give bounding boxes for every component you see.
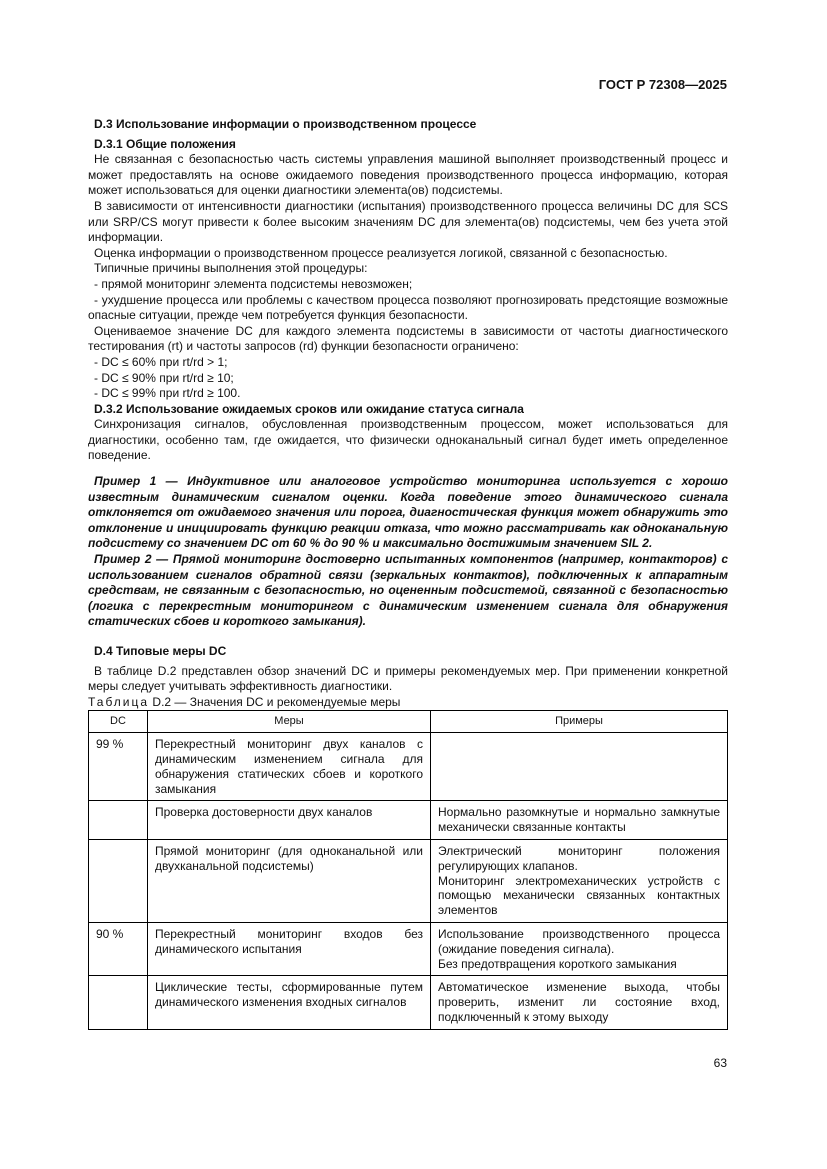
dc-table	[88, 710, 728, 1029]
table-caption-text: D.2 — Значения DC и рекомендуемые меры	[149, 694, 401, 709]
document-code: ГОСТ Р 72308—2025	[598, 77, 727, 92]
cell-measure: Циклические тесты, сформированные путем динамического изменения входных сигналов	[148, 976, 431, 1029]
cell-dc: 90 %	[89, 922, 148, 975]
document-body	[88, 117, 728, 1030]
list-item: - DC ≤ 99% при rt/rd ≥ 100.	[94, 386, 241, 401]
cell-example-line: Мониторинг электромеханических устройств с помощью механически связанных контактных элементов	[438, 873, 720, 918]
paragraph: Типичные причины выполнения этой процедуры:	[94, 261, 368, 276]
page-number: 63	[713, 1056, 727, 1070]
cell-measure: Проверка достоверности двух каналов	[148, 801, 431, 840]
table-caption-label: Таблица	[88, 694, 150, 709]
cell-dc: 99 %	[89, 733, 148, 801]
section-title-d3: D.3 Использование информации о производственном процессе	[94, 117, 477, 131]
table-row	[89, 801, 728, 840]
paragraph: В зависимости от интенсивности диагностики (испытания) производственного процесса величины DC для SCS или SRP/CS могут привести к более высоким значениям DC для элемента(ов) подсистемы, чем без учета этой информации.	[88, 198, 728, 245]
list-item: - ухудшение процесса или проблемы с качеством процесса позволяют прогнозировать предстоящие возможные опасные ситуации, прежде чем потребуется функция безопасности.	[88, 292, 728, 323]
paragraph: Синхронизация сигналов, обусловленная производственным процессом, может использоваться для диагностики, особенно там, где ожидается, что физически одноканальный сигнал будет иметь определенное поведение.	[88, 417, 728, 463]
cell-measure: Перекрестный мониторинг входов без динамического испытания	[148, 922, 431, 975]
paragraph: Не связанная с безопасностью часть системы управления машиной выполняет производственный процесс и может предоставлять на основе ожидаемого поведения производственного процесса информацию, которая может использоваться для оценки диагностики элемента(ов) подсистемы.	[88, 152, 728, 198]
list-item: - DC ≤ 60% при rt/rd > 1;	[94, 354, 228, 369]
table-row	[89, 976, 728, 1029]
header-measures: Меры	[148, 711, 431, 733]
table-caption	[88, 695, 728, 711]
table-row	[89, 839, 728, 922]
example-2: Пример 2 — Прямой мониторинг достоверно испытанных компонентов (например, контакторов) с использованием сигналов обратной связи (зеркальных контактов), подключенных к аппаратным средствам, не связанным с безопасностью, но оцененным подсистемой, связанной с безопасностью (логика с перекрестным мониторингом с динамическим изменением сигнала для обнаружения статических сбоев и короткого замыкания).	[88, 552, 728, 629]
cell-example: Автоматическое изменение выхода, чтобы проверить, изменит ли состояние вход, подключенный к этому выходу	[431, 976, 728, 1029]
subsection-title-d31: D.3.1 Общие положения	[94, 136, 236, 151]
table-header-row	[89, 711, 728, 733]
subsection-title-d32: D.3.2 Использование ожидаемых сроков или ожидание статуса сигнала	[94, 401, 524, 416]
cell-example-line: Без предотвращения короткого замыкания	[438, 956, 677, 971]
header-dc: DC	[89, 711, 148, 733]
paragraph: Оцениваемое значение DC для каждого элемента подсистемы в зависимости от частоты диагностического тестирования (rt) и частоты запросов (rd) функции безопасности ограничено:	[88, 323, 728, 354]
cell-dc	[89, 801, 148, 840]
cell-example-line: Использование производственного процесса (ожидание поведения сигнала).	[438, 926, 720, 956]
cell-measure: Прямой мониторинг (для одноканальной или двухканальной подсистемы)	[148, 839, 431, 922]
cell-example	[431, 839, 728, 922]
section-title-d4: D.4 Типовые меры DC	[94, 644, 227, 658]
cell-measure: Перекрестный мониторинг двух каналов с динамическим изменением сигнала для обнаружения статических сбоев и короткого замыкания	[148, 733, 431, 801]
example-1: Пример 1 — Индуктивное или аналоговое устройство мониторинга используется с хорошо известным динамическим сигналом оценки. Когда поведение этого динамического сигнала отклоняется от ожидаемого значения или порога, диагностическая функция может обнаружить это отклонение и инициировать функцию реакции отказа, что можно рассматривать как одноканальную подсистему со значением DC от 60 % до 90 % и максимально достижимым значением SIL 2.	[88, 474, 728, 551]
header-examples: Примеры	[431, 711, 728, 733]
cell-example	[431, 922, 728, 975]
cell-example: Нормально разомкнутые и нормально замкнутые механически связанные контакты	[431, 801, 728, 840]
cell-dc	[89, 839, 148, 922]
paragraph: В таблице D.2 представлен обзор значений DC и примеры рекомендуемых мер. При применении конкретной меры следует учитывать эффективность диагностики.	[88, 663, 728, 694]
list-item: - DC ≤ 90% при rt/rd ≥ 10;	[94, 370, 234, 385]
list-item: - прямой мониторинг элемента подсистемы невозможен;	[94, 276, 413, 291]
cell-example	[431, 733, 728, 801]
cell-example-line: Электрический мониторинг положения регулирующих клапанов.	[438, 843, 720, 873]
table-row	[89, 922, 728, 975]
cell-dc	[89, 976, 148, 1029]
paragraph: Оценка информации о производственном процессе реализуется логикой, связанной с безопасностью.	[94, 245, 668, 260]
table-row	[89, 733, 728, 801]
